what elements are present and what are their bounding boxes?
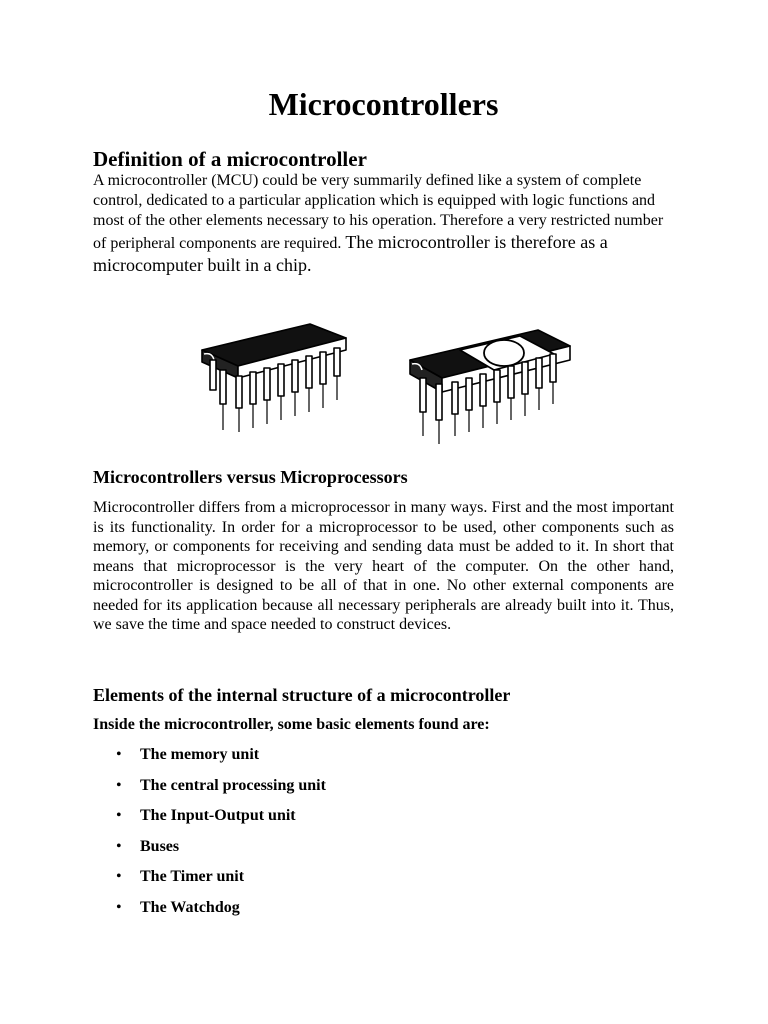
list-item-label: The memory unit [140, 746, 260, 763]
bullet-icon: • [116, 807, 122, 824]
list-item [93, 836, 326, 867]
elements-list [93, 744, 326, 927]
list-item-label: The Input-Output unit [140, 807, 296, 824]
bullet-icon: • [116, 746, 122, 763]
definition-text: A microcontroller (MCU) could be very summarily defined like a system of complete control, dedicated to a particular application which is equipped with logic functions and most of the other elements necessary to his operation. Therefore a very restricted number of peripheral components are required. [93, 172, 664, 252]
chip-illustration [198, 318, 578, 446]
bullet-icon: • [116, 837, 122, 855]
elements-heading: Elements of the internal structure of a microcontroller [93, 685, 511, 705]
definition-heading: Definition of a microcontroller [93, 147, 367, 171]
list-item-label: The Timer unit [140, 868, 245, 885]
list-item [93, 866, 326, 897]
list-item-label: The Watchdog [140, 898, 240, 916]
bullet-icon: • [116, 898, 122, 916]
page-title: Microcontrollers [268, 86, 499, 122]
eprom-chip-icon [410, 330, 570, 444]
list-item-label: Buses [140, 837, 180, 855]
list-item [93, 775, 326, 806]
list-item [93, 744, 326, 775]
list-item [93, 897, 326, 928]
versus-paragraph: Microcontroller differs from a microprocessor in many ways. First and the most important is its functionality. In order for a microprocessor to be used, other components such as memory, or components for receiving and sending data must be added to it. In short that means that microprocessor is the very heart of the computer. On the other hand, microcontroller is designed to be all of that in one. No other external components are needed for its application because all necessary peripherals are already built into it. Thus, we save the time and space needed to construct devices. [93, 499, 674, 633]
definition-text-large: The microcontroller is therefore as a microcomputer built in a chip. [93, 232, 608, 275]
bullet-icon: • [116, 868, 122, 885]
versus-heading: Microcontrollers versus Microprocessors [93, 467, 408, 487]
list-item [93, 805, 326, 836]
list-item-label: The central processing unit [140, 776, 326, 794]
bullet-icon: • [116, 776, 122, 794]
chip-illustration-svg [198, 318, 578, 446]
definition-paragraph [93, 171, 674, 277]
elements-intro: Inside the microcontroller, some basic elements found are: [93, 716, 490, 733]
dip-chip-icon [202, 324, 346, 432]
